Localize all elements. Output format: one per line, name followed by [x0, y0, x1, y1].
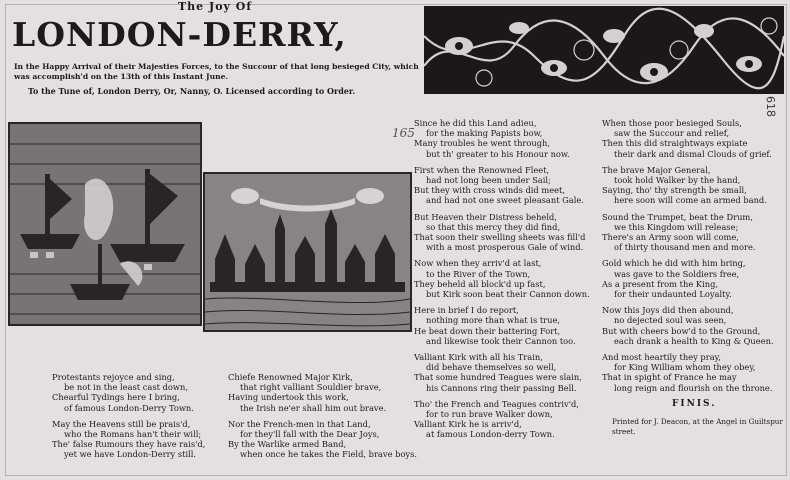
verse-line: their dark and dismal Clouds of grief. — [614, 148, 772, 159]
verse-line: of thirty thousand men and more. — [614, 242, 756, 253]
verse-line: to the River of the Town, — [426, 268, 531, 279]
verse-line: Chiefe Renowned Major Kirk, — [228, 372, 353, 382]
city-woodcut — [203, 172, 412, 332]
verse-line: May the Heavens still be prais'd, — [52, 418, 191, 429]
verse-line: Then this did straightways expiate — [602, 138, 748, 149]
imprint: Printed for J. Deacon, at the Angel in Guiltspur street. — [612, 417, 783, 436]
verse-line: each drank a health to King & Queen. — [614, 335, 774, 346]
stanza — [414, 258, 600, 299]
stanza — [602, 165, 786, 206]
verse-line: with a most prosperous Gale of wind. — [426, 242, 584, 253]
verse-line: That soon their swelling sheets was fill'd — [414, 232, 586, 243]
stanza — [228, 418, 418, 460]
verse-line: for to run brave Walker down, — [426, 409, 553, 420]
column-4 — [602, 118, 786, 436]
subtitle: In the Happy Arrival of their Majesties Forces, to the Succour of that long besieged City, which was accomplish'd on the 13th of this Instant June. — [14, 62, 419, 81]
verse-line: saw the Succour and relief, — [614, 128, 730, 139]
handwritten-shelfmark: 618 — [763, 95, 778, 118]
verse-line: Gold which he did with him bring, — [602, 258, 746, 269]
verse-line: and had not one sweet pleasant Gale. — [426, 195, 584, 206]
verse-line: long reign and flourish on the throne. — [614, 382, 773, 393]
column-2 — [228, 372, 418, 466]
verse-line: but Kirk soon beat their Cannon down. — [426, 289, 590, 300]
verse-line: The brave Major General, — [602, 164, 711, 175]
verse-line: And most heartily they pray, — [602, 352, 721, 363]
verse-line: Having undertook this work, — [228, 392, 349, 403]
verse-line: Now this Joys did then abound, — [602, 305, 734, 316]
verse-line: But Heaven their Distress beheld, — [414, 211, 557, 222]
verse-line: The' false Rumours they have rais'd, — [52, 439, 206, 450]
verse-line: yet we have London-Derry still. — [64, 449, 197, 460]
stanza — [602, 118, 786, 159]
stanza — [602, 352, 786, 393]
stanza — [602, 305, 786, 346]
handwritten-number: 165 — [392, 126, 415, 140]
verse-line: Nor the French-men in that Land, — [228, 418, 371, 429]
stanza — [414, 212, 600, 253]
column-3 — [414, 118, 600, 446]
verse-line: here soon will come an armed band. — [614, 195, 767, 206]
verse-line: Tho' the French and Teagues contriv'd, — [414, 398, 579, 409]
stanza — [602, 258, 786, 299]
stanza — [602, 212, 786, 253]
city-woodcut-art — [205, 174, 410, 330]
stanza — [414, 165, 600, 206]
verse-line: the Irish ne'er shall him out brave. — [240, 402, 387, 413]
verse-line: who the Romans han't their will; — [64, 429, 202, 440]
verse-line: They beheld all block'd up fast, — [414, 278, 546, 289]
verse-line: was gave to the Soldiers free, — [614, 268, 740, 279]
verse-line: Here in brief I do report, — [414, 305, 519, 316]
verse-line: Protestants rejoyce and sing, — [52, 372, 175, 382]
verse-line: be not in the least cast down, — [64, 382, 188, 393]
verse-line: As a present from the King, — [602, 278, 719, 289]
verse-line: for King William whom they obey, — [614, 362, 756, 373]
verse-line: that right valliant Souldier brave, — [240, 382, 382, 393]
tune-line: To the Tune of, London Derry, Or, Nanny, O. Licensed according to Order. — [28, 86, 356, 96]
verse-line: and likewise took their Cannon too. — [426, 335, 576, 346]
verse-line: we this Kingdom will release; — [614, 221, 739, 232]
verse-line: for their undaunted Loyalty. — [614, 289, 732, 300]
verse-line: Valliant Kirk he is arriv'd, — [414, 419, 522, 430]
verse-line: nothing more than what is true, — [426, 315, 561, 326]
verse-line: Many troubles he went through, — [414, 138, 551, 149]
floral-ornament-art — [424, 6, 784, 94]
finis-label: FINIS. — [672, 398, 717, 409]
pretitle: The Joy Of — [178, 0, 253, 13]
verse-line: That some hundred Teagues were slain, — [414, 372, 582, 383]
verse-line: Sound the Trumpet, beat the Drum, — [602, 211, 753, 222]
verse-line: of famous London-Derry Town. — [64, 402, 194, 413]
floral-ornament — [424, 6, 784, 94]
stanza — [414, 118, 600, 159]
verse-line: took hold Walker by the hand, — [614, 175, 741, 186]
verse-line: Chearful Tydings here I bring, — [52, 392, 180, 403]
ships-woodcut — [8, 122, 202, 326]
verse-line: had not long been under Sail; — [426, 175, 551, 186]
ships-woodcut-art — [10, 124, 200, 324]
stanza — [52, 372, 222, 413]
stanza — [228, 372, 414, 413]
stanza — [414, 399, 600, 440]
verse-line: Valliant Kirk with all his Train, — [414, 352, 543, 363]
verse-line: There's an Army soon will come, — [602, 232, 739, 243]
verse-line: his Cannons ring their passing Bell. — [426, 382, 577, 393]
verse-line: Now when they arriv'd at last, — [414, 258, 542, 269]
verse-line: for they'll fall with the Dear Joys, — [240, 429, 380, 440]
verse-line: but th' greater to his Honour now. — [426, 148, 570, 159]
verse-line: That in spight of France he may — [602, 372, 737, 383]
verse-line: He beat down their battering Fort, — [414, 325, 561, 336]
verse-line: But with cheers bow'd to the Ground, — [602, 325, 761, 336]
stanza — [52, 419, 222, 460]
verse-line: When those poor besieged Souls, — [602, 118, 742, 128]
verse-line: Saying, tho' thy strength be small, — [602, 185, 747, 196]
verse-line: at famous London-derry Town. — [426, 429, 555, 440]
verse-line: so that this mercy they did find, — [426, 221, 561, 232]
stanza — [414, 352, 600, 393]
column-1 — [52, 372, 222, 466]
verse-line: no dejected soul was seen, — [614, 315, 727, 326]
verse-line: Since he did this Land adieu, — [414, 118, 537, 128]
stanza — [414, 305, 600, 346]
verse-line: when once he takes the Field, brave boys. — [240, 449, 418, 460]
verse-line: did behave themselves so well, — [426, 362, 557, 373]
verse-line: for the making Papists bow, — [426, 128, 543, 139]
verse-line: By the Warlike armed Band, — [228, 439, 347, 450]
verse-line: First when the Renowned Fleet, — [414, 164, 550, 175]
page-title: LONDON-DERRY, — [12, 15, 347, 54]
verse-line: But they with cross winds did meet, — [414, 185, 566, 196]
